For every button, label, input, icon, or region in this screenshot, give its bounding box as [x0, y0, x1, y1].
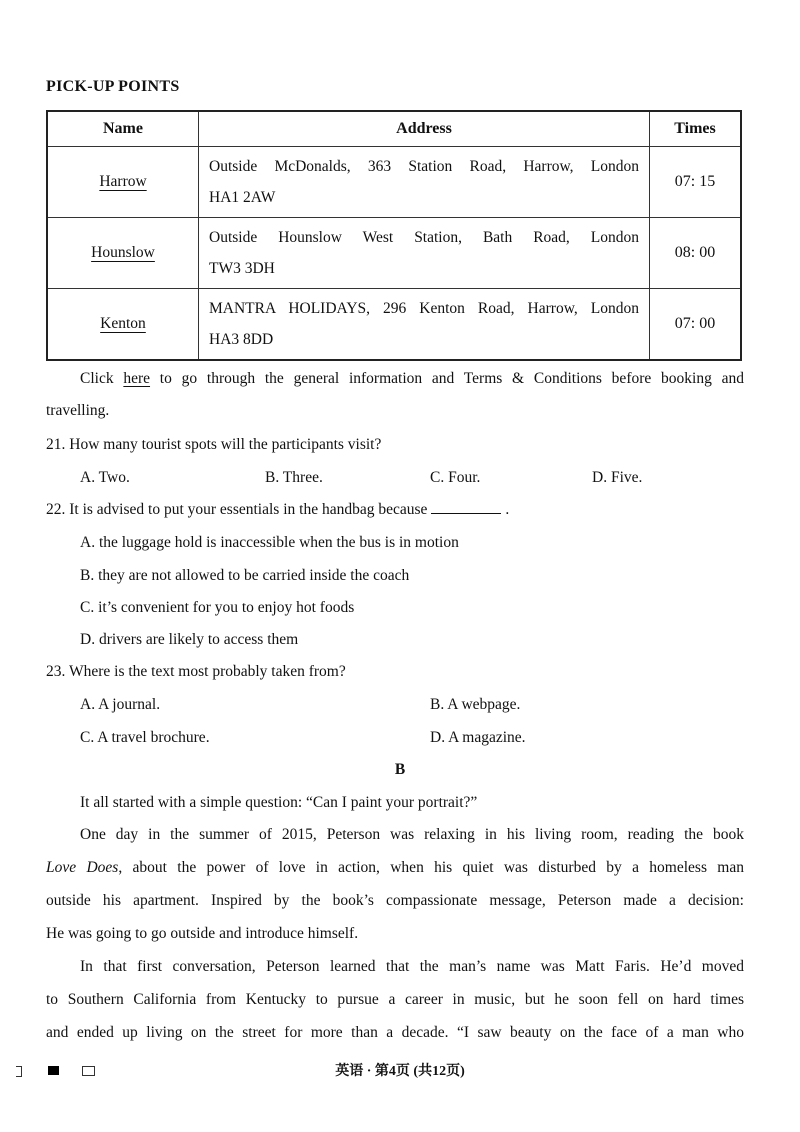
option-b: B. A webpage.: [430, 696, 521, 713]
header-times: Times: [650, 111, 742, 147]
option-c: C. it’s convenient for you to enjoy hot foods: [80, 599, 355, 616]
passage-paragraph: It all started with a simple question: “Can I paint your portrait?”: [80, 794, 478, 811]
pickup-points-table: [46, 110, 742, 361]
option-a: A. Two.: [80, 469, 130, 486]
option-a: A. the luggage hold is inaccessible when the bus is in motion: [80, 534, 459, 551]
header-name: Name: [47, 111, 199, 147]
option-c: C. A travel brochure.: [80, 729, 210, 746]
passage-line: One day in the summer of 2015, Peterson was relaxing in his living room, reading the book: [80, 826, 744, 843]
passage-line: Love Does, about the power of love in action, when his quiet was disturbed by a homeless man: [46, 859, 744, 876]
option-d: D. Five.: [592, 469, 643, 486]
pickup-time: 08: 00: [650, 218, 742, 289]
option-d: D. drivers are likely to access them: [80, 631, 299, 648]
answer-blank: [431, 501, 501, 514]
here-link[interactable]: here: [123, 370, 151, 387]
address-line: Outside McDonalds, 363 Station Road, Harrow, London: [209, 158, 639, 175]
question-23: 23. Where is the text most probably taken from?: [46, 663, 346, 680]
passage-line: to Southern California from Kentucky to pursue a career in music, but he soon fell on hard times: [46, 991, 744, 1008]
table-row: [47, 147, 741, 218]
address-line: Outside Hounslow West Station, Bath Road, London: [209, 229, 639, 246]
address-line: HA3 8DD: [209, 331, 274, 348]
table-row: [47, 218, 741, 289]
section-title: PICK-UP POINTS: [46, 78, 180, 95]
passage-line: outside his apartment. Inspired by the book’s compassionate message, Peterson made a decision:: [46, 892, 744, 909]
option-d: D. A magazine.: [430, 729, 526, 746]
page-number: 英语 · 第4页 (共12页): [335, 1064, 465, 1079]
passage-line: In that first conversation, Peterson learned that the man’s name was Matt Faris. He’d moved: [80, 958, 744, 975]
question-21: 21. How many tourist spots will the participants visit?: [46, 436, 382, 453]
option-b: B. they are not allowed to be carried inside the coach: [80, 567, 410, 584]
option-b: B. Three.: [265, 469, 323, 486]
pickup-name: Harrow: [99, 173, 147, 190]
click-note: Click here to go through the general information and Terms & Conditions before booking and: [80, 370, 744, 387]
passage-heading: B: [394, 761, 406, 778]
option-a: A. A journal.: [80, 696, 161, 713]
question-22: 22. It is advised to put your essentials in the handbag because .: [46, 501, 510, 518]
click-note-cont: travelling.: [46, 402, 110, 419]
table-row: [47, 289, 741, 361]
pickup-name: Hounslow: [91, 244, 155, 261]
address-line: HA1 2AW: [209, 189, 276, 206]
address-line: MANTRA HOLIDAYS, 296 Kenton Road, Harrow, London: [209, 300, 639, 317]
pickup-name: Kenton: [100, 315, 146, 332]
header-address: Address: [199, 111, 650, 147]
passage-line: and ended up living on the street for more than a decade. “I saw beauty on the face of a man who: [46, 1024, 744, 1041]
option-c: C. Four.: [430, 469, 481, 486]
address-line: TW3 3DH: [209, 260, 275, 277]
table-header-row: [47, 111, 741, 147]
pickup-time: 07: 15: [650, 147, 742, 218]
pickup-time: 07: 00: [650, 289, 742, 361]
passage-line: He was going to go outside and introduce himself.: [46, 925, 359, 942]
